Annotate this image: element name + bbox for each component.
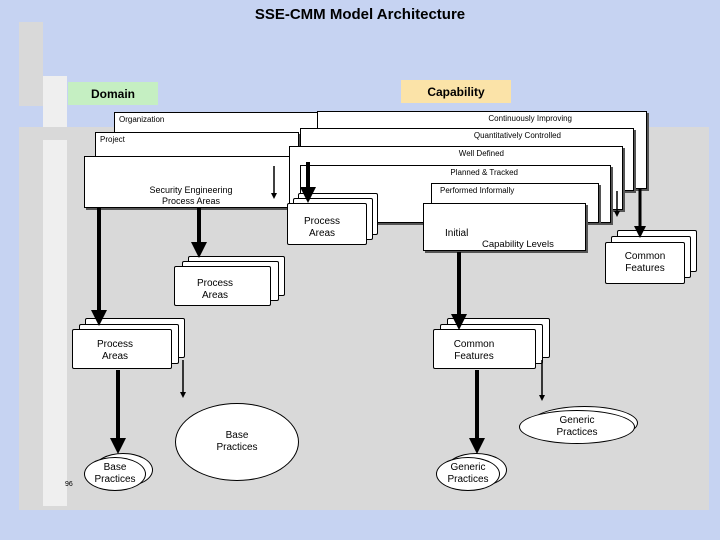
domain-header: Domain	[68, 82, 158, 105]
main-panel-stripe	[43, 140, 67, 506]
base-practices-large-label: Base Practices	[216, 430, 258, 453]
performed-informally-label: Performed Informally	[440, 186, 515, 195]
quantitatively-controlled-label: Quantitatively Controlled	[473, 131, 561, 140]
base-practices-large-ellipse	[175, 403, 299, 481]
process-areas-low-label: Process Areas	[96, 339, 134, 362]
generic-practices-right-ellipse	[519, 410, 635, 444]
planned-tracked-label: Planned & Tracked	[450, 168, 518, 177]
base-practices-small-label: Base Practices	[94, 462, 136, 485]
continuously-improving-label: Continuously Improving	[488, 114, 572, 123]
capability-header: Capability	[401, 80, 511, 103]
capability-levels-label: Capability Levels	[482, 239, 554, 250]
security-engineering-box	[84, 156, 298, 208]
initial-label: Initial	[445, 228, 469, 239]
page-number: 96	[65, 481, 73, 488]
well-defined-label: Well Defined	[458, 149, 504, 158]
process-areas-mid-label: Process Areas	[196, 278, 234, 301]
base-practices-small-ellipse	[84, 457, 146, 491]
generic-practices-right-label: Generic Practices	[556, 415, 598, 438]
project-label: Project	[100, 135, 125, 144]
generic-practices-low-label: Generic Practices	[447, 462, 489, 485]
common-features-right-label: Common Features	[624, 251, 666, 274]
common-features-mid-label: Common Features	[453, 339, 495, 362]
security-engineering-label: Security Engineering Process Areas	[149, 185, 233, 206]
slide-title: SSE-CMM Model Architecture	[254, 6, 466, 23]
generic-practices-low-ellipse	[436, 457, 500, 491]
left-sidebar-panel	[19, 22, 43, 106]
organization-label: Organization	[119, 115, 165, 124]
process-areas-top-label: Process Areas	[303, 216, 341, 239]
